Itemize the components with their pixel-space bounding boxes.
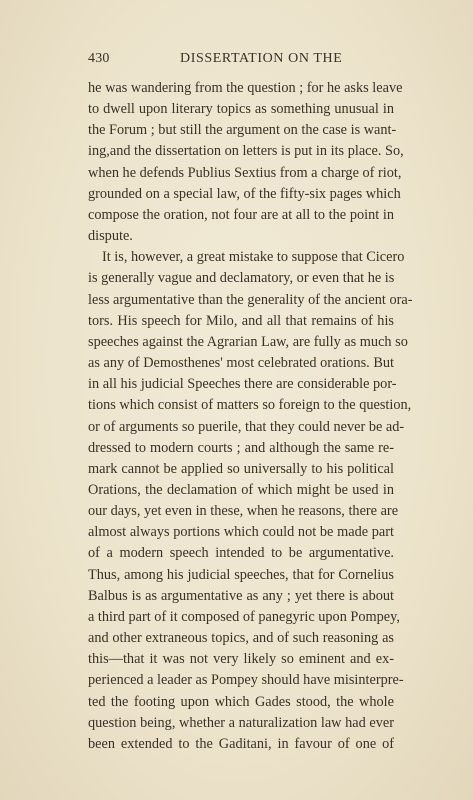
text-line: mark cannot be applied so universally to his political	[88, 460, 394, 477]
text-line: our days, yet even in these, when he reasons, there are	[88, 503, 399, 520]
text-line: speeches against the Agrarian Law, are fully as much so	[88, 333, 408, 350]
text-line: or of arguments so puerile, that they could never be ad-	[88, 418, 405, 435]
page-header	[88, 51, 394, 71]
text-line: less argumentative than the generality of the ancient ora-	[88, 291, 413, 308]
text-line: he was wandering from the question ; for he asks leave	[88, 80, 403, 96]
text-line: almost always portions which could not be made part	[88, 524, 394, 541]
text-line: when he defends Publius Sextius from a charge of riot,	[88, 164, 402, 181]
text-line: in all his judicial Speeches there are considerable por-	[88, 376, 397, 393]
text-line: Thus, among his judicial speeches, that for Cornelius	[88, 566, 394, 583]
page-number: 430	[88, 51, 110, 66]
text-line: the Forum ; but still the argument on the case is want-	[88, 122, 397, 139]
text-line: tors. His speech for Milo, and all that remains of his	[88, 312, 394, 329]
running-head: DISSERTATION ON THE	[180, 51, 343, 66]
text-line: dressed to modern courts ; and although the same re-	[88, 439, 394, 456]
text-line: to dwell upon literary topics as something unusual in	[88, 101, 394, 118]
text-line: tions which consist of matters so foreign to the question,	[88, 397, 412, 414]
text-line: perienced a leader as Pompey should have misinterpre-	[88, 672, 404, 689]
text-line: as any of Demosthenes' most celebrated orations. But	[88, 355, 394, 372]
text-line: Balbus is as argumentative as any ; yet there is about	[88, 587, 394, 604]
text-line: compose the oration, not four are at all to the point in	[88, 206, 394, 223]
text-line: It is, however, a great mistake to suppose that Cicero	[102, 249, 405, 266]
text-line: a third part of it composed of panegyric upon Pompey,	[88, 608, 400, 625]
text-line: Orations, the declamation of which might be used in	[88, 481, 394, 498]
text-line: this—that it was not very likely so eminent and ex-	[88, 651, 394, 668]
text-line: is generally vague and declamatory, or even that he is	[88, 270, 395, 287]
text-line: been extended to the Gaditani, in favour of one of	[88, 735, 394, 752]
text-line: dispute.	[88, 228, 133, 245]
text-line: question being, whether a naturalization law had ever	[88, 714, 394, 731]
text-line: and other extraneous topics, and of such reasoning as	[88, 630, 394, 647]
text-line: ing,and the dissertation on letters is put in its place. So,	[88, 143, 404, 160]
body-text	[88, 78, 413, 755]
text-line: ted the footing upon which Gades stood, the whole	[88, 693, 394, 710]
text-line: grounded on a special law, of the fifty-six pages which	[88, 185, 401, 202]
text-line: of a modern speech intended to be argumentative.	[88, 545, 394, 562]
